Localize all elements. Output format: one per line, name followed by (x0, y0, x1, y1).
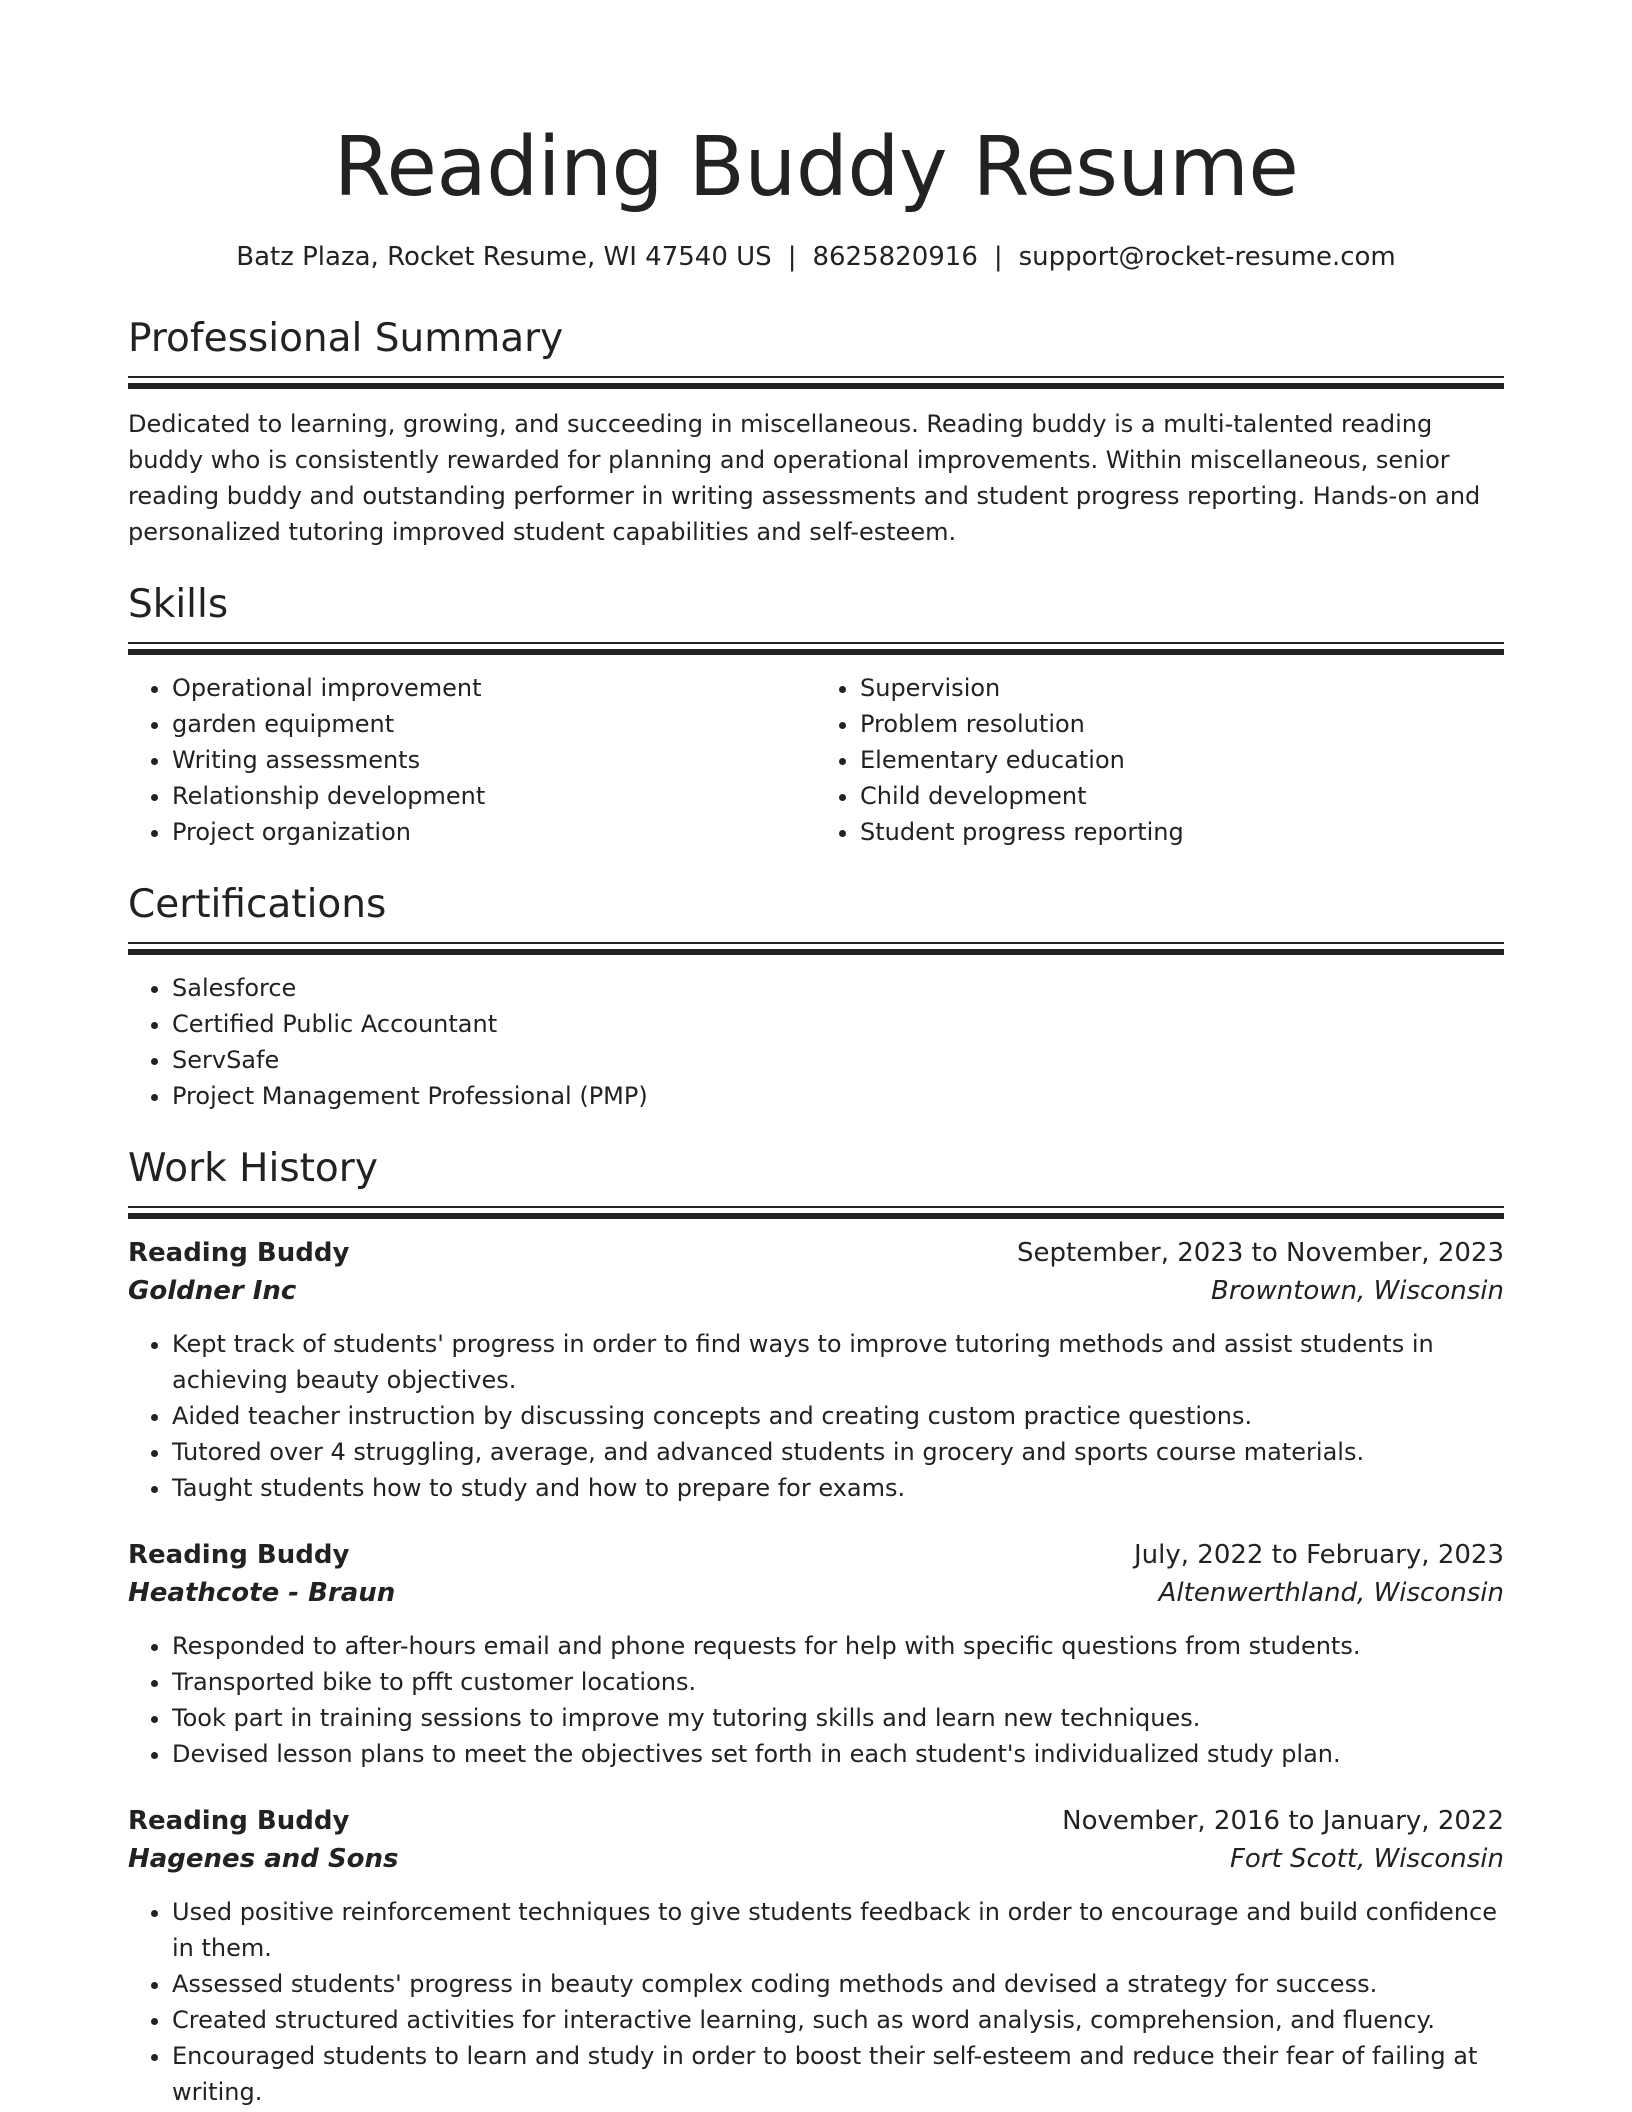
skills-column-right (816, 670, 1504, 850)
separator: | (787, 242, 797, 272)
job-title: Reading Buddy (128, 1238, 350, 1268)
job-bullet: • Tutored over 4 struggling, average, and advanced students in grocery and sports course materials. (172, 1434, 1504, 1470)
resume-page (128, 0, 1504, 2110)
job-company: Heathcote - Braun (128, 1578, 396, 1608)
skills-column-left (128, 670, 816, 850)
skill-item: • Student progress reporting (860, 814, 1504, 850)
job-header-row (128, 1234, 1504, 1272)
skill-item: • Writing assessments (172, 742, 816, 778)
work-history-section (128, 1144, 1504, 2110)
job-location: Altenwerthland, Wisconsin (1158, 1578, 1504, 1608)
summary-section (128, 314, 1504, 550)
job-bullets (128, 1628, 1504, 1772)
section-divider (128, 642, 1504, 652)
skill-item: • Operational improvement (172, 670, 816, 706)
skill-item: • Relationship development (172, 778, 816, 814)
job-subheader-row (128, 1272, 1504, 1310)
section-heading: Skills (128, 582, 229, 627)
job-title: Reading Buddy (128, 1806, 350, 1836)
job-bullet: • Created structured activities for interactive learning, such as word analysis, comprehension, and fluency. (172, 2002, 1504, 2038)
job-subheader-row (128, 1840, 1504, 1878)
contact-line (128, 240, 1504, 274)
certifications-section (128, 880, 1504, 1114)
job-bullet: • Kept track of students' progress in order to find ways to improve tutoring methods and assist students in achieving beauty objectives. (172, 1326, 1504, 1398)
skills-grid (128, 670, 1504, 850)
job-entry (128, 1536, 1504, 1772)
skill-item: • Elementary education (860, 742, 1504, 778)
certification-item: • ServSafe (172, 1042, 1504, 1078)
skill-item: • Project organization (172, 814, 816, 850)
section-heading: Professional Summary (128, 316, 564, 361)
separator: | (993, 242, 1003, 272)
job-bullet: • Took part in training sessions to improve my tutoring skills and learn new techniques. (172, 1700, 1504, 1736)
job-dates: July, 2022 to February, 2023 (1134, 1540, 1504, 1570)
section-heading: Certifications (128, 882, 387, 927)
resume-title: Reading Buddy Resume (333, 120, 1299, 215)
skill-item: • Problem resolution (860, 706, 1504, 742)
job-bullet: • Encouraged students to learn and study in order to boost their self-esteem and reduce their fear of failing at writing. (172, 2038, 1504, 2110)
summary-text: Dedicated to learning, growing, and succeeding in miscellaneous. Reading buddy is a multi-talented reading buddy who is consistently rewarded for planning and operational improvements. Within miscellaneous, senior reading buddy and outstanding performer in writing assessments and student progress reporting. Hands-on and personalized tutoring improved student capabilities and self-esteem. (128, 410, 1481, 546)
job-company: Hagenes and Sons (128, 1844, 399, 1874)
job-bullet: • Aided teacher instruction by discussing concepts and creating custom practice questions. (172, 1398, 1504, 1434)
section-divider (128, 942, 1504, 952)
job-bullet: • Transported bike to pfft customer locations. (172, 1664, 1504, 1700)
job-location: Fort Scott, Wisconsin (1229, 1844, 1504, 1874)
job-header-row (128, 1802, 1504, 1840)
phone: 8625820916 (812, 242, 978, 272)
address: Batz Plaza, Rocket Resume, WI 47540 US (236, 242, 772, 272)
job-dates: November, 2016 to January, 2022 (1062, 1806, 1504, 1836)
job-bullets (128, 1894, 1504, 2110)
job-entry (128, 1234, 1504, 1506)
job-company: Goldner Inc (128, 1276, 297, 1306)
skill-item: • garden equipment (172, 706, 816, 742)
skill-item: • Child development (860, 778, 1504, 814)
certification-item: • Project Management Professional (PMP) (172, 1078, 1504, 1114)
job-subheader-row (128, 1574, 1504, 1612)
certification-item: • Certified Public Accountant (172, 1006, 1504, 1042)
job-bullets (128, 1326, 1504, 1506)
job-bullet: • Taught students how to study and how to prepare for exams. (172, 1470, 1504, 1506)
job-header-row (128, 1536, 1504, 1574)
email: support@rocket-resume.com (1018, 242, 1396, 272)
skill-item: • Supervision (860, 670, 1504, 706)
job-bullet: • Devised lesson plans to meet the objectives set forth in each student's individualized study plan. (172, 1736, 1504, 1772)
section-divider (128, 376, 1504, 386)
certification-item: • Salesforce (172, 970, 1504, 1006)
job-bullet: • Used positive reinforcement techniques to give students feedback in order to encourage and build confidence in them. (172, 1894, 1504, 1966)
job-location: Browntown, Wisconsin (1211, 1276, 1504, 1306)
section-divider (128, 1206, 1504, 1216)
job-entry (128, 1802, 1504, 2110)
job-bullet: • Assessed students' progress in beauty complex coding methods and devised a strategy for success. (172, 1966, 1504, 2002)
section-heading: Work History (128, 1146, 378, 1191)
job-bullet: • Responded to after-hours email and phone requests for help with specific questions from students. (172, 1628, 1504, 1664)
certifications-list (128, 970, 1504, 1114)
job-dates: September, 2023 to November, 2023 (1017, 1238, 1504, 1268)
skills-section (128, 580, 1504, 850)
job-title: Reading Buddy (128, 1540, 350, 1570)
